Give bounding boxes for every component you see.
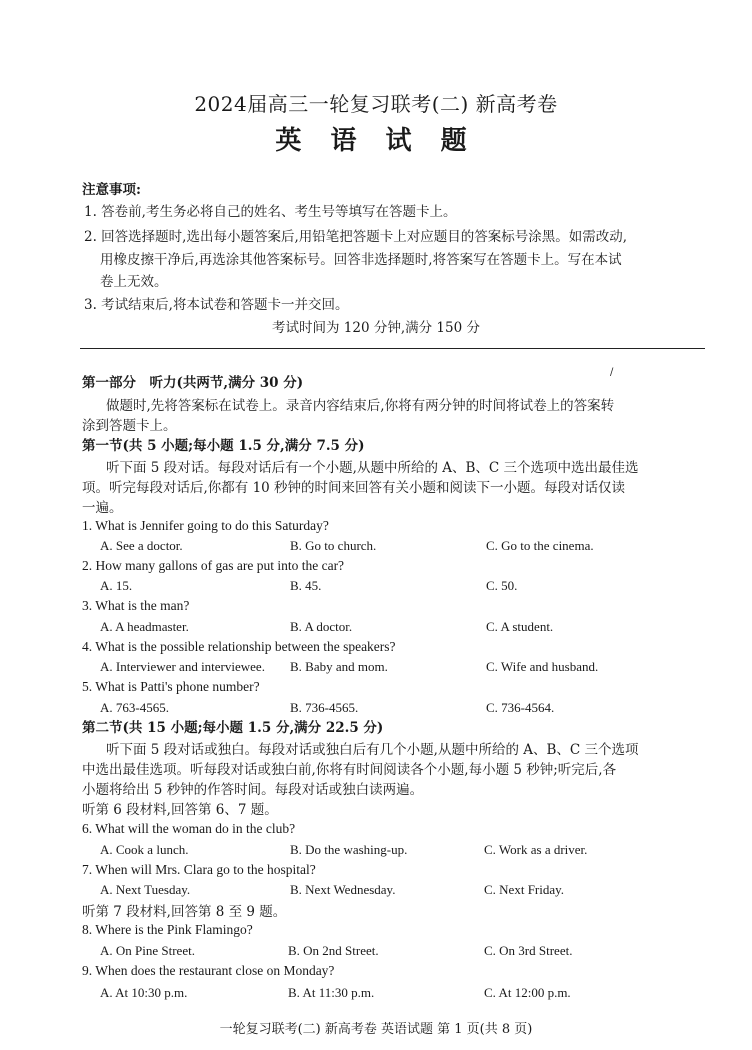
exam-title: 2024届高三一轮复习联考(二) 新高考卷 xyxy=(194,92,558,116)
q1-option-c: C. Go to the cinema. xyxy=(486,538,594,553)
q4-option-a: A. Interviewer and interviewee. xyxy=(100,659,265,674)
section1-intro-line-3: 一遍。 xyxy=(82,500,123,516)
q9-option-c: C. At 12:00 p.m. xyxy=(484,985,571,1000)
q8-option-b: B. On 2nd Street. xyxy=(288,943,379,958)
q8-option-c: C. On 3rd Street. xyxy=(484,943,573,958)
section1-heading: 第一节(共 5 小题;每小题 1.5 分,满分 7.5 分) xyxy=(82,438,365,454)
section2-intro-line-3: 小题将给出 5 秒钟的作答时间。每段对话或独白读两遍。 xyxy=(82,782,424,798)
q2-option-b: B. 45. xyxy=(290,578,322,593)
q9-option-a: A. At 10:30 p.m. xyxy=(100,985,188,1000)
question-4: 4. What is the possible relationship between the speakers? xyxy=(82,639,396,654)
question-6: 6. What will the woman do in the club? xyxy=(82,821,296,836)
stray-mark: / xyxy=(610,367,614,378)
q8-option-a: A. On Pine Street. xyxy=(100,943,195,958)
q7-option-a: A. Next Tuesday. xyxy=(100,882,191,897)
section2-intro-line-2: 中选出最佳选项。听每段对话或独白前,你将有时间阅读各个小题,每小题 5 秒钟;听完后,各 xyxy=(82,762,617,778)
notice-item-3: 3. 考试结束后,将本试卷和答题卡一并交回。 xyxy=(84,297,349,313)
q1-option-a: A. See a doctor. xyxy=(100,538,183,553)
section2-intro-line-1: 听下面 5 段对话或独白。每段对话或独白后有几个小题,从题中所给的 A、B、C 三个选项 xyxy=(106,742,639,758)
q9-option-b: B. At 11:30 p.m. xyxy=(288,985,375,1000)
q7-option-b: B. Next Wednesday. xyxy=(290,882,396,897)
section1-intro-line-1: 听下面 5 段对话。每段对话后有一个小题,从题中所给的 A、B、C 三个选项中选出最佳选 xyxy=(106,460,639,476)
material-6-instruction: 听第 6 段材料,回答第 6、7 题。 xyxy=(82,802,278,818)
notice-item-2-line-2: 用橡皮擦干净后,再选涂其他答案标号。回答非选择题时,将答案写在答题卡上。写在本试 xyxy=(100,252,622,268)
notice-item-2-line-1: 2. 回答选择题时,选出每小题答案后,用铅笔把答题卡上对应题目的答案标号涂黑。如需改动, xyxy=(84,229,628,245)
section1-intro-line-2: 项。听完每段对话后,你都有 10 秒钟的时间来回答有关小题和阅读下一小题。每段对话仅读 xyxy=(82,480,626,496)
q5-option-a: A. 763-4565. xyxy=(100,700,169,715)
question-9: 9. When does the restaurant close on Monday? xyxy=(82,963,335,978)
q3-option-a: A. A headmaster. xyxy=(100,619,189,634)
q7-option-c: C. Next Friday. xyxy=(484,882,565,897)
q5-option-b: B. 736-4565. xyxy=(290,700,359,715)
q3-option-b: B. A doctor. xyxy=(290,619,353,634)
q6-option-b: B. Do the washing-up. xyxy=(290,842,408,857)
material-7-instruction: 听第 7 段材料,回答第 8 至 9 题。 xyxy=(82,904,287,920)
exam-time: 考试时间为 120 分钟,满分 150 分 xyxy=(272,320,480,336)
q6-option-a: A. Cook a lunch. xyxy=(100,842,189,857)
question-5: 5. What is Patti's phone number? xyxy=(82,679,260,694)
notice-heading: 注意事项: xyxy=(82,182,141,198)
q2-option-a: A. 15. xyxy=(100,578,133,593)
q5-option-c: C. 736-4564. xyxy=(486,700,555,715)
q4-option-c: C. Wife and husband. xyxy=(486,659,599,674)
q6-option-c: C. Work as a driver. xyxy=(484,842,588,857)
section2-heading: 第二节(共 15 小题;每小题 1.5 分,满分 22.5 分) xyxy=(82,720,384,736)
q1-option-b: B. Go to church. xyxy=(290,538,377,553)
notice-item-1: 1. 答卷前,考生务必将自己的姓名、考生号等填写在答题卡上。 xyxy=(84,204,457,220)
q3-option-c: C. A student. xyxy=(486,619,554,634)
part1-heading: 第一部分 听力(共两节,满分 30 分) xyxy=(82,375,304,391)
question-7: 7. When will Mrs. Clara go to the hospital? xyxy=(82,862,316,877)
q4-option-b: B. Baby and mom. xyxy=(290,659,388,674)
page-footer: 一轮复习联考(二) 新高考卷 英语试题 第 1 页(共 8 页) xyxy=(219,1022,533,1037)
part1-intro-line-1: 做题时,先将答案标在试卷上。录音内容结束后,你将有两分钟的时间将试卷上的答案转 xyxy=(106,398,615,414)
question-1: 1. What is Jennifer going to do this Saturday? xyxy=(82,518,329,533)
question-8: 8. Where is the Pink Flamingo? xyxy=(82,922,253,937)
notice-item-2-line-3: 卷上无效。 xyxy=(100,274,168,290)
question-3: 3. What is the man? xyxy=(82,598,190,613)
divider-line xyxy=(80,348,705,349)
subject-title: 英 语 试 题 xyxy=(275,126,477,156)
part1-intro-line-2: 涂到答题卡上。 xyxy=(82,418,177,434)
question-2: 2. How many gallons of gas are put into the car? xyxy=(82,558,345,573)
q2-option-c: C. 50. xyxy=(486,578,518,593)
